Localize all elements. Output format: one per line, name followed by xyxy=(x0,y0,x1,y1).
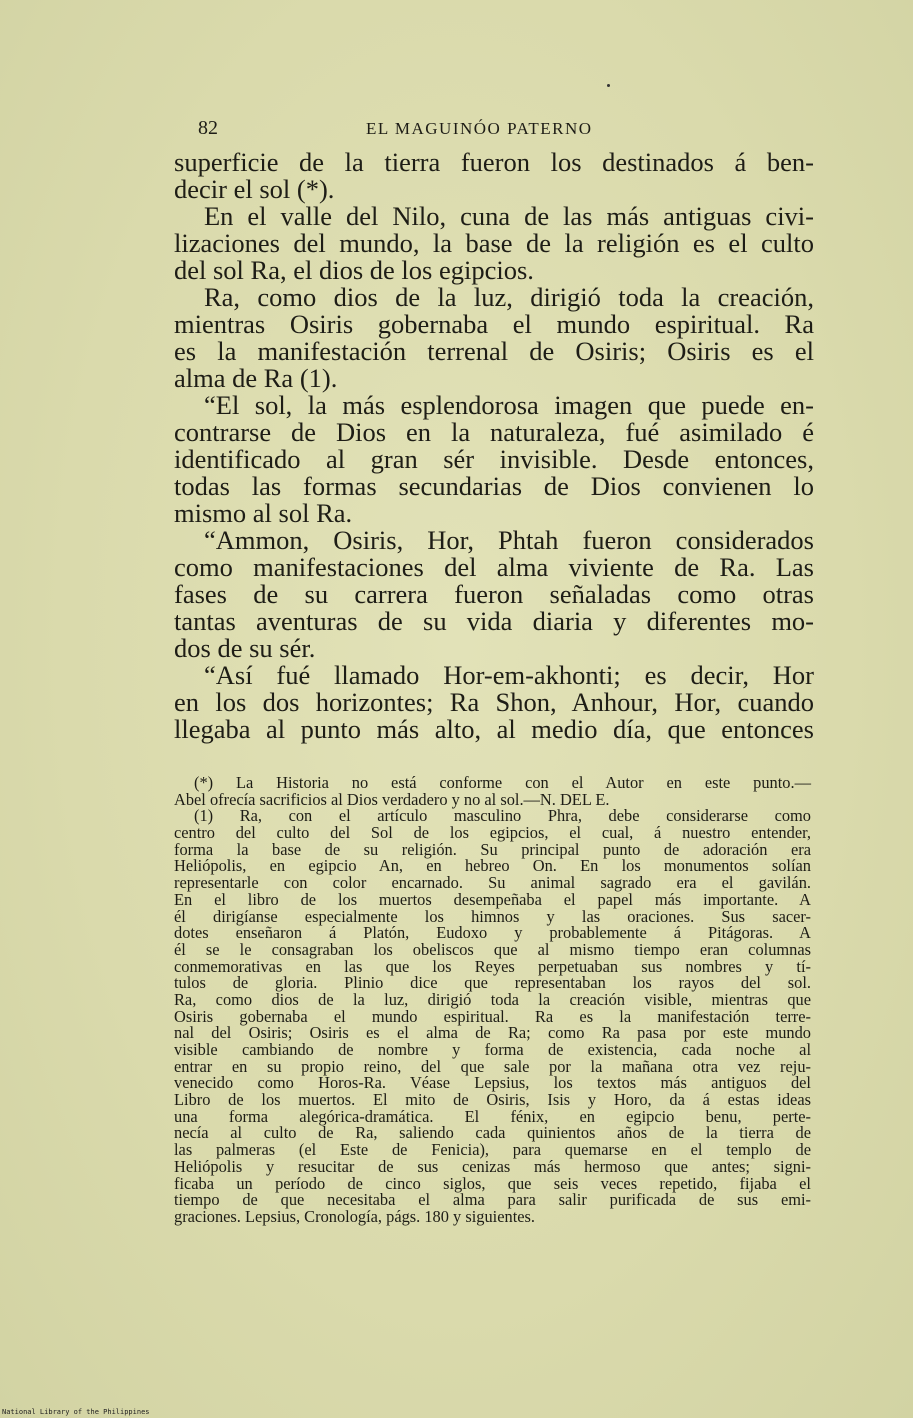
body-line: superficie de la tierra fueron los destinados á ben- xyxy=(174,147,814,177)
body-line: es la manifestación terrenal de Osiris; Osiris es el xyxy=(174,336,814,366)
footnote-line: conmemorativas en las que los Reyes perpetuaban sus nombres y tí- xyxy=(174,956,811,976)
footnote-line: Osiris gobernaba el mundo espiritual. Ra es la manifestación terre- xyxy=(174,1006,811,1026)
footnote-line: las palmeras (el Este de Fenicia), para quemarse en el templo de xyxy=(174,1140,811,1160)
body-line: contrarse de Dios en la naturaleza, fué asimilado é xyxy=(174,417,814,447)
page-header xyxy=(198,117,828,143)
footnote-line: Abel ofrecía sacrificios al Dios verdadero y no al sol.—N. DEL E. xyxy=(174,789,610,809)
body-line: Ra, como dios de la luz, dirigió toda la creación, xyxy=(204,282,814,312)
footnote-line: Ra, como dios de la luz, dirigió toda la creación visible, mientras que xyxy=(174,989,811,1009)
main-text xyxy=(174,149,814,743)
body-line: en los dos horizontes; Ra Shon, Anhour, Hor, cuando xyxy=(174,687,814,717)
footnote-line: forma la base de su religión. Su principal punto de adoración era xyxy=(174,839,811,859)
body-line: todas las formas secundarias de Dios convienen lo xyxy=(174,471,814,501)
body-line: “Ammon, Osiris, Hor, Phtah fueron considerados xyxy=(204,525,814,555)
body-line: del sol Ra, el dios de los egipcios. xyxy=(174,255,534,285)
footnote-line: centro del culto del Sol de los egipcios, el cual, á nuestro entender, xyxy=(174,823,811,843)
body-line: lizaciones del mundo, la base de la religión es el culto xyxy=(174,228,814,258)
footnote-line: necía al culto de Ra, saliendo cada quinientos años de la tierra de xyxy=(174,1123,811,1143)
footnote-line: nal del Osiris; Osiris es el alma de Ra; como Ra pasa por este mundo xyxy=(174,1023,811,1043)
footnote-line: (1) Ra, con el artículo masculino Phra, debe considerarse como xyxy=(194,806,811,826)
body-line: fases de su carrera fueron señaladas como otras xyxy=(174,579,814,609)
footnote-line: venecido como Horos-Ra. Véase Lepsius, los textos más antiguos del xyxy=(174,1073,811,1093)
footnote-line: Heliópolis y resucitar de sus cenizas más hermoso que antes; signi- xyxy=(174,1156,811,1176)
ink-speck xyxy=(607,84,610,87)
footnote-line: representarle con color encarnado. Su animal sagrado era el gavilán. xyxy=(174,873,811,893)
body-line: tantas aventuras de su vida diaria y diferentes mo- xyxy=(174,606,814,636)
footnote-line: una forma alegórica-dramática. El fénix, en egipcio benu, perte- xyxy=(174,1106,811,1126)
body-line: mientras Osiris gobernaba el mundo espiritual. Ra xyxy=(174,309,814,339)
footnote-line: (*) La Historia no está conforme con el Autor en este punto.— xyxy=(194,773,811,792)
footnote-line: entrar en su propio reino, del que sale por la mañana otra vez reju- xyxy=(174,1056,811,1076)
body-line: identificado al gran sér invisible. Desde entonces, xyxy=(174,444,814,474)
body-line: dos de su sér. xyxy=(174,633,316,663)
footnote-line: ficaba un período de cinco siglos, que seis veces repetido, fijaba el xyxy=(174,1173,811,1193)
footnote-line: tiempo de que necesitaba el alma para salir purificada de sus emi- xyxy=(174,1190,811,1210)
footnote-line: él se le consagraban los obeliscos que al mismo tiempo eran columnas xyxy=(174,939,811,959)
footnote-line: visible cambiando de nombre y forma de existencia, cada noche al xyxy=(174,1040,811,1059)
page-number: 82 xyxy=(198,117,218,139)
footnote-line: él dirigíanse especialmente los himnos y las oraciones. Sus sacer- xyxy=(174,906,811,926)
footnotes xyxy=(174,775,811,1226)
running-title: EL MAGUINÓO PATERNO xyxy=(366,119,593,138)
footnote-line: Heliópolis, en egipcio An, en hebreo On. En los monumentos solían xyxy=(174,856,811,876)
body-line: En el valle del Nilo, cuna de las más antiguas civi- xyxy=(204,201,814,231)
body-line: decir el sol (*). xyxy=(174,174,335,204)
body-line: como manifestaciones del alma viviente de Ra. Las xyxy=(174,552,814,582)
body-line: “El sol, la más esplendorosa imagen que puede en- xyxy=(204,390,814,420)
footnote-line: En el libro de los muertos desempeñaba el papel más importante. A xyxy=(174,889,811,909)
body-line: “Así fué llamado Hor-em-akhonti; es decir, Hor xyxy=(204,660,814,690)
library-credit: National Library of the Philippines xyxy=(2,1408,150,1416)
body-line: alma de Ra (1). xyxy=(174,363,338,393)
body-line: llegaba al punto más alto, al medio día, que entonces xyxy=(174,714,814,744)
footnote-line: graciones. Lepsius, Cronología, págs. 180 y siguientes. xyxy=(174,1206,535,1226)
body-line: mismo al sol Ra. xyxy=(174,498,353,528)
footnote-line: dotes enseñaron á Platón, Eudoxo y probablemente á Pitágoras. A xyxy=(174,923,811,943)
footnote-line: Libro de los muertos. El mito de Osiris, Isis y Horo, da á estas ideas xyxy=(174,1090,811,1110)
footnote-line: tulos de gloria. Plinio dice que representaban los rayos del sol. xyxy=(174,973,811,993)
